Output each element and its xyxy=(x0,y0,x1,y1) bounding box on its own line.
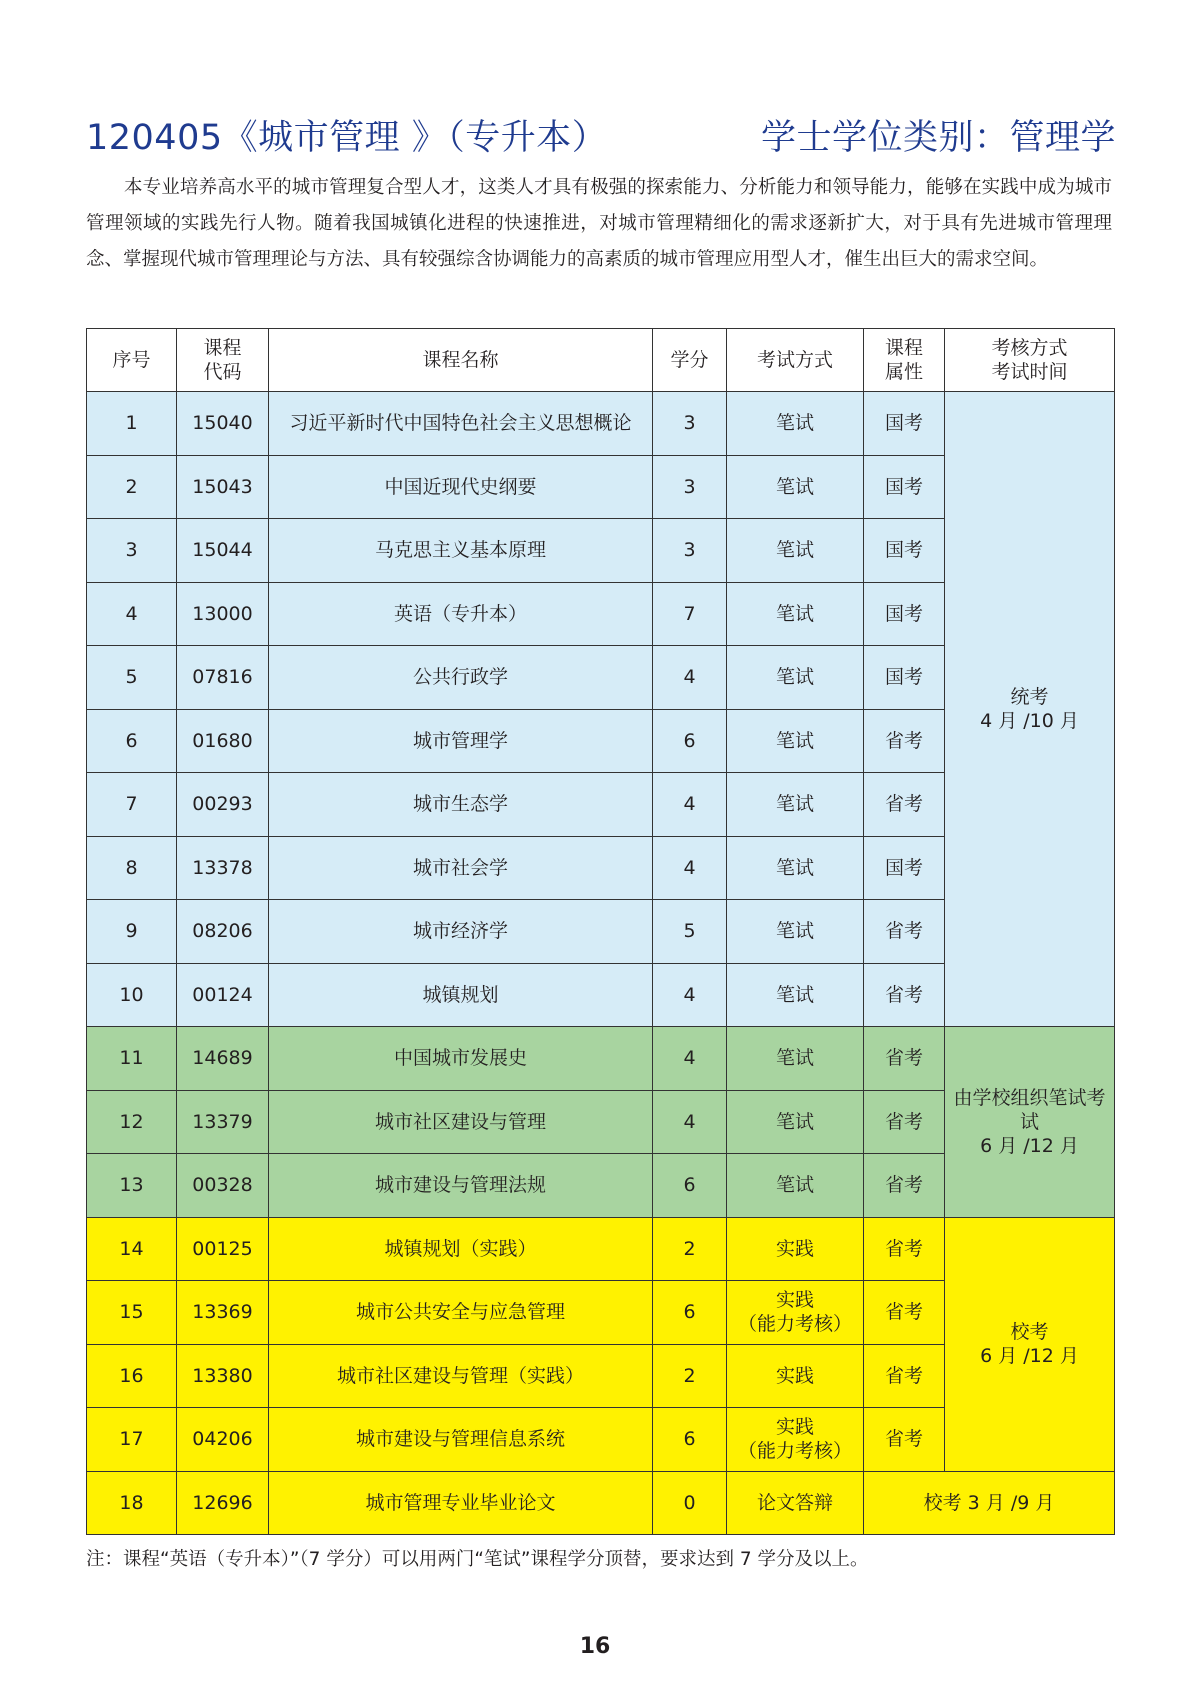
cell-attr: 省考 xyxy=(864,1090,945,1154)
cell-credit: 4 xyxy=(653,963,727,1027)
cell-method: 实践 xyxy=(727,1217,864,1281)
cell-seq: 14 xyxy=(87,1217,177,1281)
cell-code: 01680 xyxy=(177,709,269,773)
cell-code: 13000 xyxy=(177,582,269,646)
header-attr: 课程 属性 xyxy=(864,329,945,392)
cell-seq: 11 xyxy=(87,1027,177,1091)
cell-credit: 3 xyxy=(653,519,727,583)
cell-code: 04206 xyxy=(177,1408,269,1472)
cell-name: 城镇规划 xyxy=(269,963,653,1027)
header-code: 课程 代码 xyxy=(177,329,269,392)
cell-code: 15040 xyxy=(177,392,269,456)
cell-method: 笔试 xyxy=(727,1154,864,1218)
header-assess: 考核方式 考试时间 xyxy=(945,329,1115,392)
cell-method: 笔试 xyxy=(727,836,864,900)
cell-attr: 国考 xyxy=(864,392,945,456)
cell-name: 城市社区建设与管理（实践） xyxy=(269,1344,653,1408)
cell-seq: 2 xyxy=(87,455,177,519)
cell-code: 00328 xyxy=(177,1154,269,1218)
cell-assess-school: 校考 6 月 /12 月 xyxy=(945,1217,1115,1471)
cell-name: 公共行政学 xyxy=(269,646,653,710)
cell-credit: 3 xyxy=(653,392,727,456)
cell-method: 实践 xyxy=(727,1344,864,1408)
cell-seq: 15 xyxy=(87,1281,177,1345)
cell-method: 论文答辩 xyxy=(727,1471,864,1535)
cell-code: 00125 xyxy=(177,1217,269,1281)
cell-name: 中国近现代史纲要 xyxy=(269,455,653,519)
cell-credit: 0 xyxy=(653,1471,727,1535)
cell-method: 笔试 xyxy=(727,709,864,773)
cell-seq: 8 xyxy=(87,836,177,900)
table-row xyxy=(87,1471,1115,1535)
cell-seq: 4 xyxy=(87,582,177,646)
degree-category: 学士学位类别：管理学 xyxy=(760,118,1116,158)
cell-seq: 12 xyxy=(87,1090,177,1154)
cell-method: 实践 （能力考核） xyxy=(727,1408,864,1472)
cell-seq: 13 xyxy=(87,1154,177,1218)
table-row xyxy=(87,1217,1115,1281)
cell-credit: 3 xyxy=(653,455,727,519)
cell-seq: 7 xyxy=(87,773,177,837)
cell-seq: 9 xyxy=(87,900,177,964)
cell-credit: 4 xyxy=(653,646,727,710)
cell-code: 13379 xyxy=(177,1090,269,1154)
cell-method: 笔试 xyxy=(727,900,864,964)
cell-attr: 国考 xyxy=(864,455,945,519)
cell-code: 15044 xyxy=(177,519,269,583)
cell-credit: 7 xyxy=(653,582,727,646)
cell-name: 城市建设与管理信息系统 xyxy=(269,1408,653,1472)
cell-seq: 18 xyxy=(87,1471,177,1535)
cell-seq: 1 xyxy=(87,392,177,456)
cell-method: 笔试 xyxy=(727,1027,864,1091)
header-name: 课程名称 xyxy=(269,329,653,392)
cell-attr: 省考 xyxy=(864,773,945,837)
cell-name: 中国城市发展史 xyxy=(269,1027,653,1091)
cell-code: 07816 xyxy=(177,646,269,710)
major-title: 120405《城市管理 》（专升本） xyxy=(86,118,608,158)
cell-code: 13378 xyxy=(177,836,269,900)
course-table xyxy=(86,328,1115,1535)
cell-name: 城市社区建设与管理 xyxy=(269,1090,653,1154)
cell-seq: 5 xyxy=(87,646,177,710)
cell-attr: 省考 xyxy=(864,1408,945,1472)
cell-method: 笔试 xyxy=(727,455,864,519)
cell-attr: 国考 xyxy=(864,646,945,710)
table-footnote: 注：课程“英语（专升本）”（7 学分）可以用两门“笔试”课程学分顶替，要求达到 7 学分及以上。 xyxy=(86,1549,869,1570)
cell-attr: 省考 xyxy=(864,900,945,964)
cell-code: 08206 xyxy=(177,900,269,964)
cell-credit: 6 xyxy=(653,1154,727,1218)
table-row xyxy=(87,1027,1115,1091)
cell-code: 13380 xyxy=(177,1344,269,1408)
cell-attr: 省考 xyxy=(864,1217,945,1281)
cell-credit: 2 xyxy=(653,1217,727,1281)
cell-code: 13369 xyxy=(177,1281,269,1345)
table-header-row xyxy=(87,329,1115,392)
cell-name: 城市生态学 xyxy=(269,773,653,837)
cell-name: 习近平新时代中国特色社会主义思想概论 xyxy=(269,392,653,456)
cell-attr: 省考 xyxy=(864,963,945,1027)
cell-method: 笔试 xyxy=(727,646,864,710)
major-introduction: 本专业培养高水平的城市管理复合型人才，这类人才具有极强的探索能力、分析能力和领导能力，能够在实践中成为城市管理领域的实践先行人物。随着我国城镇化进程的快速推进，对城市管理精细化的需求逐新扩大，对于具有先进城市管理理念、掌握现代城市管理理论与方法、具有较强综含协调能力的高素质的城市管理应用型人才，催生出巨大的需求空间。 xyxy=(86,177,1112,270)
cell-attr: 省考 xyxy=(864,1027,945,1091)
cell-credit: 4 xyxy=(653,773,727,837)
cell-name: 城市公共安全与应急管理 xyxy=(269,1281,653,1345)
cell-assess-unified: 统考 4 月 /10 月 xyxy=(945,392,1115,1027)
cell-method: 实践 （能力考核） xyxy=(727,1281,864,1345)
cell-attr-assess: 校考 3 月 /9 月 xyxy=(864,1471,1115,1535)
header-credit: 学分 xyxy=(653,329,727,392)
cell-seq: 3 xyxy=(87,519,177,583)
page-header xyxy=(86,110,1116,160)
cell-attr: 省考 xyxy=(864,1281,945,1345)
cell-credit: 5 xyxy=(653,900,727,964)
cell-method: 笔试 xyxy=(727,519,864,583)
cell-name: 城镇规划（实践） xyxy=(269,1217,653,1281)
cell-attr: 省考 xyxy=(864,1154,945,1218)
cell-credit: 4 xyxy=(653,1027,727,1091)
page-number: 16 xyxy=(579,1634,611,1659)
cell-credit: 4 xyxy=(653,1090,727,1154)
cell-name: 城市社会学 xyxy=(269,836,653,900)
cell-code: 00124 xyxy=(177,963,269,1027)
cell-method: 笔试 xyxy=(727,963,864,1027)
table-row xyxy=(87,392,1115,456)
cell-seq: 10 xyxy=(87,963,177,1027)
cell-code: 15043 xyxy=(177,455,269,519)
cell-seq: 6 xyxy=(87,709,177,773)
cell-seq: 17 xyxy=(87,1408,177,1472)
cell-credit: 4 xyxy=(653,836,727,900)
cell-seq: 16 xyxy=(87,1344,177,1408)
cell-credit: 2 xyxy=(653,1344,727,1408)
cell-credit: 6 xyxy=(653,1408,727,1472)
cell-credit: 6 xyxy=(653,1281,727,1345)
cell-code: 00293 xyxy=(177,773,269,837)
cell-attr: 国考 xyxy=(864,582,945,646)
cell-credit: 6 xyxy=(653,709,727,773)
cell-attr: 国考 xyxy=(864,836,945,900)
cell-name: 英语（专升本） xyxy=(269,582,653,646)
cell-name: 城市经济学 xyxy=(269,900,653,964)
cell-assess-school-written: 由学校组织笔试考试 6 月 /12 月 xyxy=(945,1027,1115,1218)
cell-name: 城市管理专业毕业论文 xyxy=(269,1471,653,1535)
cell-name: 城市建设与管理法规 xyxy=(269,1154,653,1218)
header-method: 考试方式 xyxy=(727,329,864,392)
cell-method: 笔试 xyxy=(727,392,864,456)
cell-attr: 省考 xyxy=(864,709,945,773)
cell-method: 笔试 xyxy=(727,582,864,646)
cell-attr: 国考 xyxy=(864,519,945,583)
cell-code: 14689 xyxy=(177,1027,269,1091)
cell-method: 笔试 xyxy=(727,773,864,837)
cell-attr: 省考 xyxy=(864,1344,945,1408)
cell-code: 12696 xyxy=(177,1471,269,1535)
cell-name: 马克思主义基本原理 xyxy=(269,519,653,583)
cell-method: 笔试 xyxy=(727,1090,864,1154)
cell-name: 城市管理学 xyxy=(269,709,653,773)
header-seq: 序号 xyxy=(87,329,177,392)
